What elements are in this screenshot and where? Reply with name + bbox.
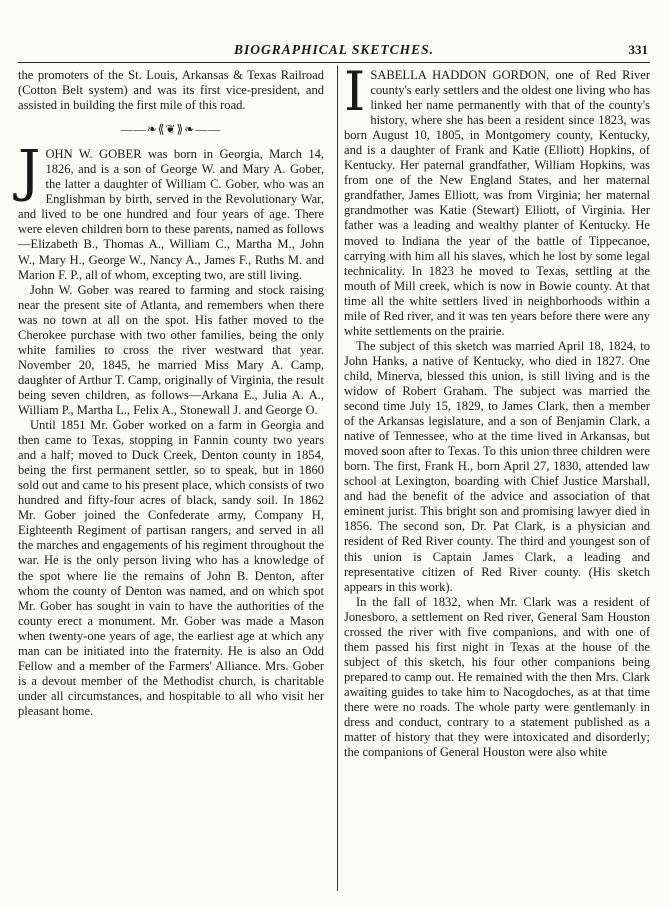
continued-paragraph: the promoters of the St. Louis, Arkansas & Texas Railroad (Cotton Belt system) and was its first vice-president, and assisted in building the first mile of this road.	[18, 68, 324, 113]
header-rule	[18, 62, 650, 63]
gober-paragraph-1-text: OHN W. GOBER was born in Georgia, March 14, 1826, and is a son of George W. and Mary A. Gober, the latter a daughter of William C. Gober, who was an Englishman by birth, served in the Revolutionary War, and lived to be one hundred and four years of age. There were eleven children born to these parents, named as follows —Elizabeth B., Thomas A., William C., Martha M., John W., Mary H., George W., Nancy A., James F., Ruths M. and Marion F. P., all of whom, excepting two, are still living.	[18, 147, 324, 282]
running-title: BIOGRAPHICAL SKETCHES.	[233, 42, 435, 57]
gordon-paragraph-1	[344, 60, 650, 339]
running-header	[18, 40, 650, 60]
column-divider	[337, 66, 338, 891]
gober-paragraph-3: Until 1851 Mr. Gober worked on a farm in Georgia and then came to Texas, stopping in Fannin county two years and a half; moved to Duck Creek, Denton county in 1854, being the first permanent settler, so to speak, but in 1860 sold out and came to his present place, which consists of two hundred and fifty-four acres of black, sandy soil. In 1862 Mr. Gober joined the Confederate army, Company H, Eighteenth Regiment of partisan rangers, and served in all the marches and engagements of his regiment throughout the war. He is the only person living who has a knowledge of the spot where lie the remains of John B. Denton, after whom the county of Denton was named, and on which spot Mr. Gober has sought in vain to have the authorities of the county erect a monument. Mr. Gober was made a Mason when twenty-one years of age, the earliest age at which any man can be initiated into the fraternity. He is also an Odd Fellow and a member of the Farmers' Alliance. Mrs. Gober is a devout member of the Methodist church, is charitable under all circumstances, and hospitable to all who visit her pleasant home.	[18, 418, 324, 718]
right-column	[344, 60, 650, 760]
gordon-paragraph-1-text: SABELLA HADDON GORDON, one of Red River county's early settlers and the oldest one living who has linked her name permanently with that of the county's history, where she has been a resident since 1823, was born August 10, 1805, in Montgomery county, Kentucky, and is a daughter of Frank and Katie (Elliott) Hopkins, of Kentucky. Her paternal grandfather, William Hopkins, was from one of the New England States, and her maternal grandfather, James Elliott, was from Virginia; her maternal grandmother was Katie (Stewart) Elliott, of Virginia. Her father was a leading and wealthy planter of Kentucky. He moved to Indiana the year of the battle of Tippecanoe, carrying with him all his slaves, which he lost by some legal technicality. In 1823 he moved to Texas, settling at the mouth of Mill creek, which is now in Bowie county. At that time all the white settlers lived in neighborhoods within a mile of Red river, and it was ten years before there were any white settlements on the prairie.	[344, 68, 650, 338]
gordon-paragraph-3: In the fall of 1832, when Mr. Clark was a resident of Jonesboro, a settlement on Red river, General Sam Houston crossed the river with five companions, and with one of them passed his first night in Texas at the house of the subject of this sketch, his four other companions being prepared to camp out. He remained with the then Mrs. Clark awaiting guides to take him to Nacogdoches, as at that time there were no roads. The whole party were gentlemanly in dress and conduct, contrary to a statement published as a matter of history that they were intoxicated and disorderly; the companions of General Houston were also white	[344, 594, 650, 760]
page-number: 331	[628, 42, 648, 57]
section-ornament: ——❧⟪❦⟫❧——	[120, 122, 222, 137]
gordon-drop-cap: I	[344, 60, 366, 123]
gober-drop-cap: J	[18, 139, 41, 205]
gober-paragraph-2: John W. Gober was reared to farming and stock raising near the present site of Atlanta, and remembers when there was no town at all on the spot. His father moved to the Cherokee purchase with two other families, being the only white families to cross the river westward that year. November 20, 1845, he married Miss Mary A. Camp, daughter of Arthur T. Camp, originally of Virginia, the result being seven children, as follows—Arkana E., Julia A. A., William P., Martha L., Felix A., Stonewall J. and George O.	[18, 282, 324, 417]
gober-paragraph-1	[18, 139, 324, 282]
left-column	[18, 68, 324, 719]
gordon-paragraph-2: The subject of this sketch was married April 18, 1824, to John Hanks, a native of Kentucky, who died in 1827. One child, Minerva, blessed this union, is still living and is the widow of Robert Graham. The subject was married the second time July 15, 1829, to James Clark, then a member of the Arkansas legislature, and a son of Benjamin Clark, a native of Tennessee, who at the time lived in Arkansas, but moved soon after to Texas. To this union three children were born. The first, Frank H., born April 27, 1830, attended law school at Lexington, boarding with Chief Justice Marshall, and had the benefit of the advice and association of that eminent jurist. This bright son and promising lawyer died in 1856. The second son, Dr. Pat Clark, is a physician and resident of Red River county. The third and youngest son of this union is Captain James Clark, a leading and representative citizen of Red River county. (His sketch appears in this work).	[344, 338, 650, 594]
